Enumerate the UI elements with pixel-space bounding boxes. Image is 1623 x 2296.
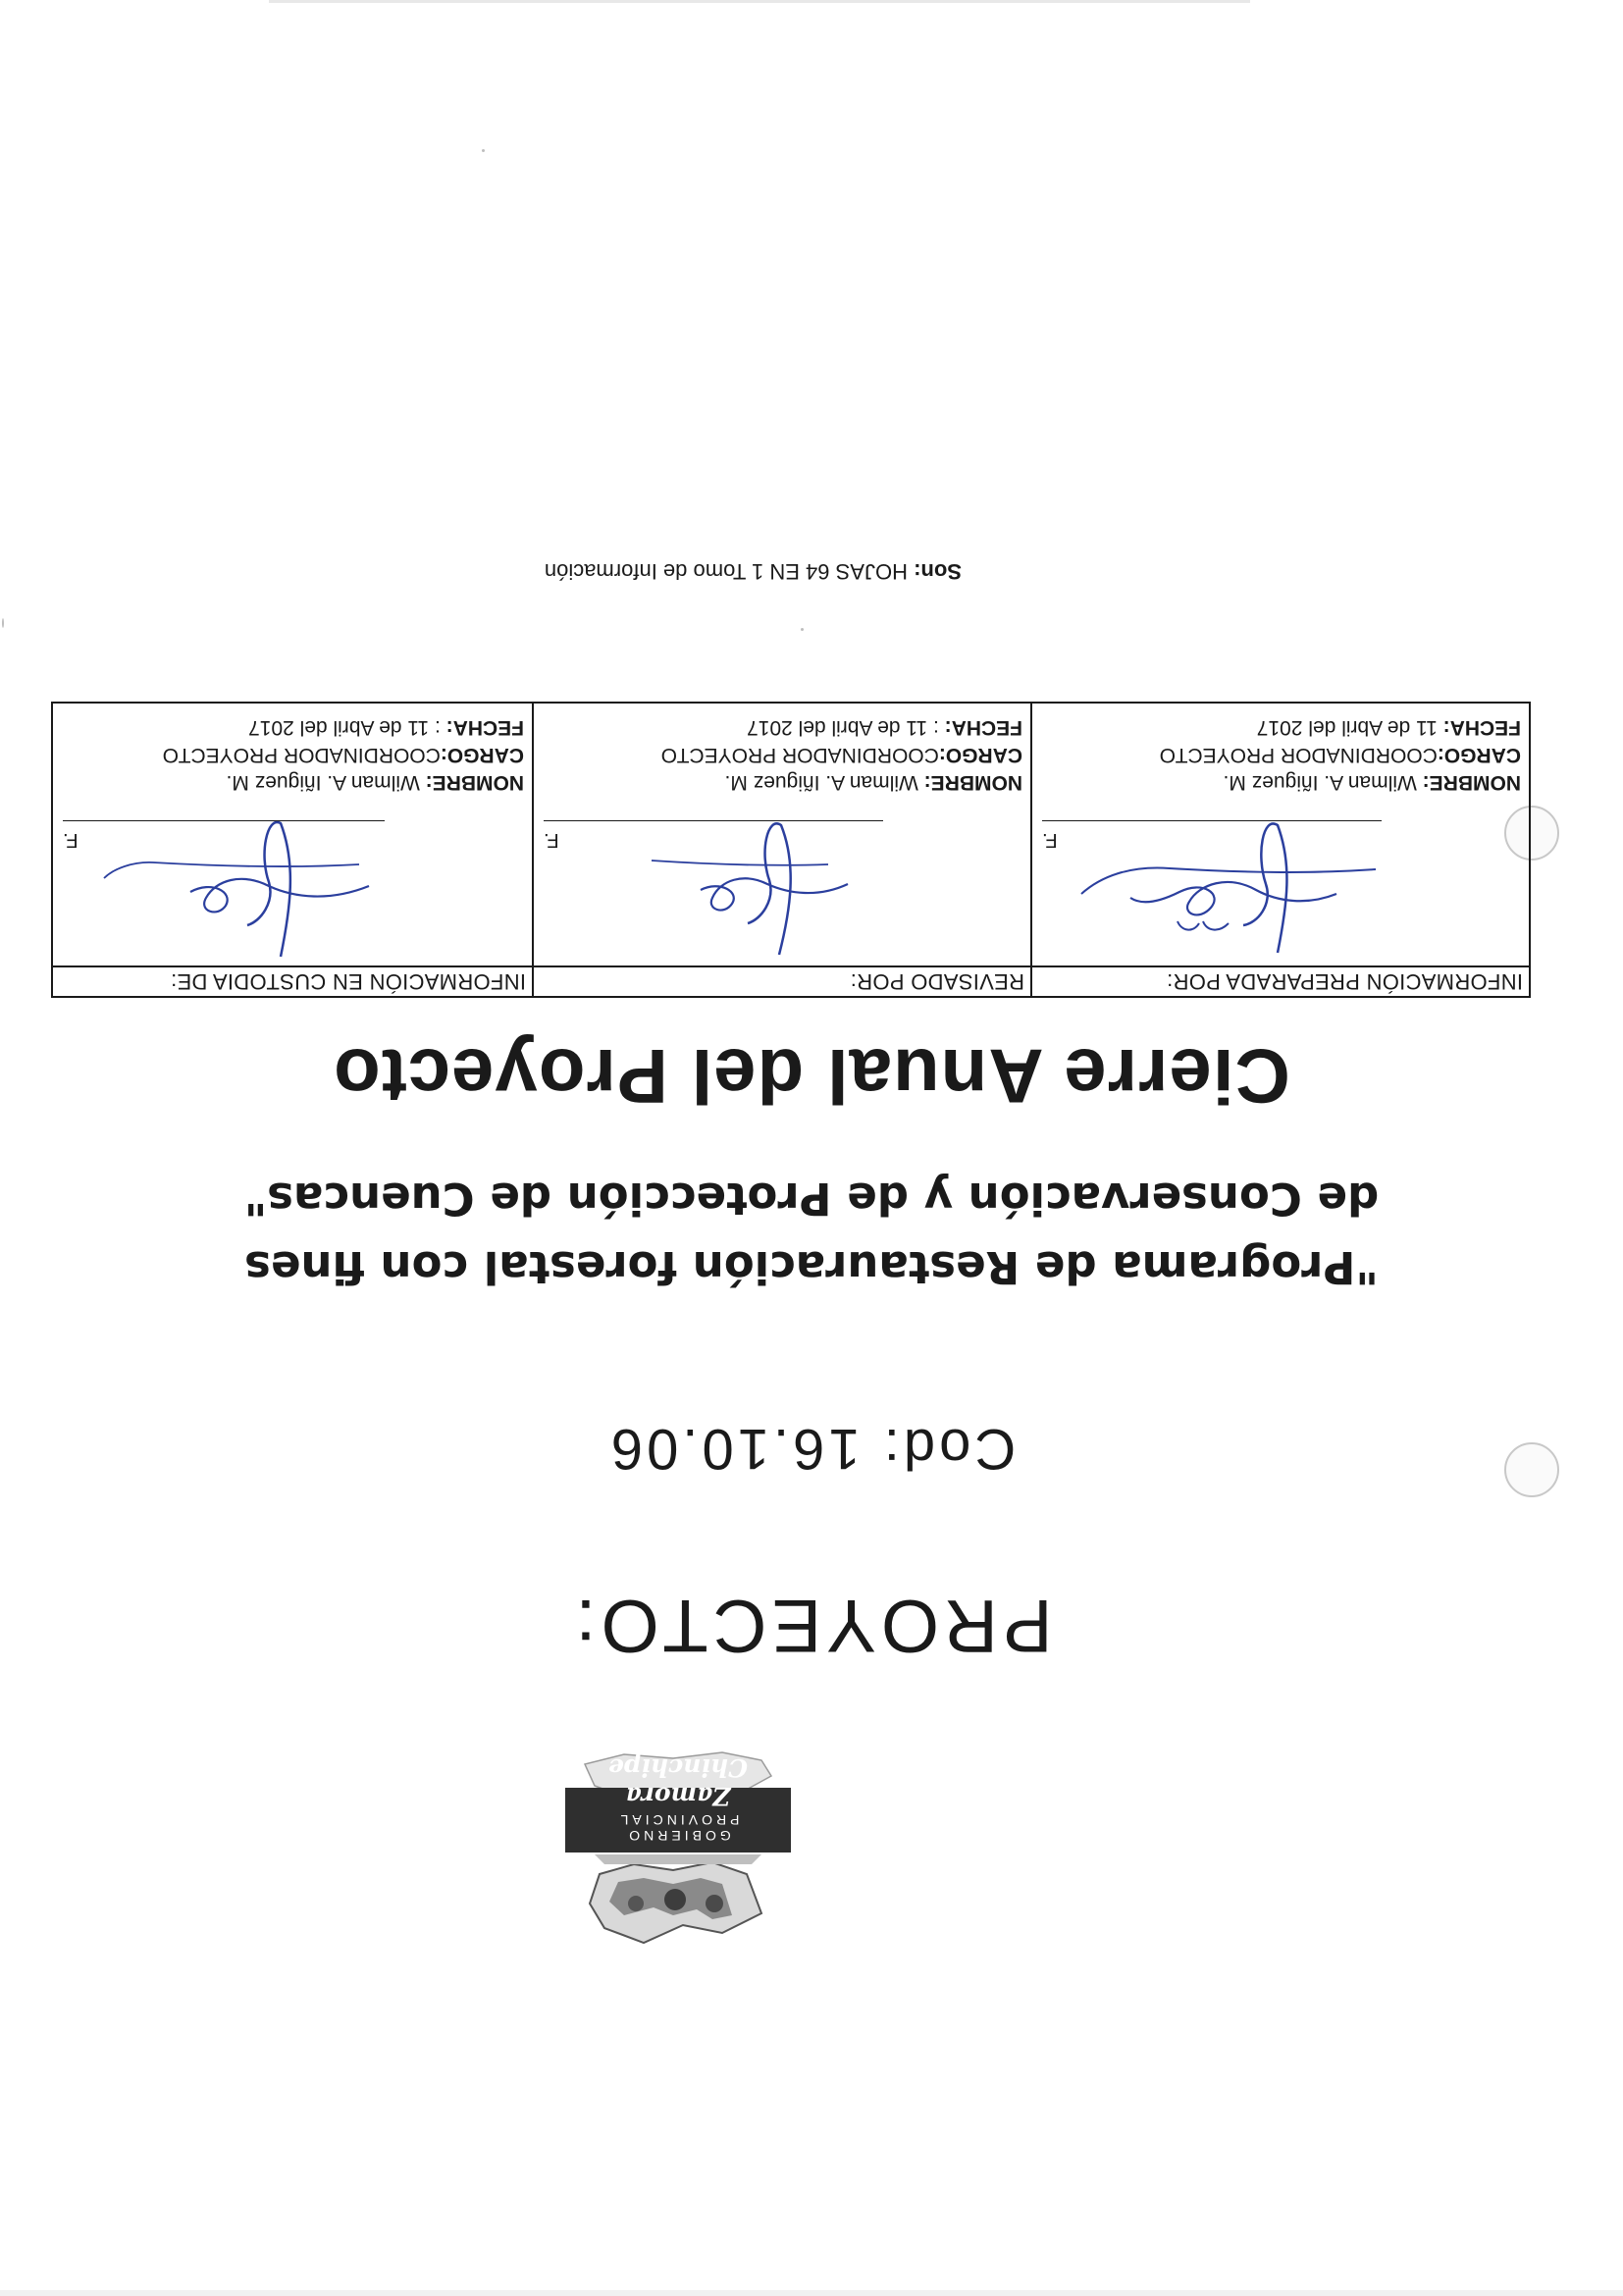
nombre-value: Wilman A. Iñiguez M. bbox=[724, 771, 918, 794]
signature-area bbox=[45, 806, 526, 963]
logo-line-1: GOBIERNO PROVINCIAL bbox=[616, 1812, 740, 1844]
scan-edge bbox=[0, 2290, 1623, 2296]
fecha-row bbox=[1257, 715, 1521, 739]
nombre-row bbox=[227, 770, 524, 794]
signature-f-label: F. bbox=[1042, 829, 1058, 851]
scan-edge bbox=[269, 0, 1250, 3]
fecha-row bbox=[747, 715, 1022, 739]
code-value: 16.10.06 bbox=[606, 1417, 861, 1481]
cargo-label: CARGO: bbox=[440, 744, 524, 766]
cargo-value: COORDINADOR PROYECTO bbox=[162, 744, 441, 766]
fecha-value: 11 de Abril del 2017 bbox=[1256, 716, 1438, 739]
fecha-label: FECHA: bbox=[944, 716, 1022, 739]
logo-band bbox=[565, 1753, 791, 1852]
signature-column-reviewed bbox=[534, 704, 1032, 996]
nombre-label: NOMBRE: bbox=[923, 771, 1022, 794]
fecha-label: FECHA: bbox=[445, 716, 524, 739]
report-title: Cierre Anual del Proyecto bbox=[333, 1033, 1290, 1120]
signature-f-label: F. bbox=[63, 829, 79, 851]
signature-area bbox=[1042, 806, 1523, 963]
program-title: "Programa de Restauración forestal con fines de Conservación y de Protección de Cuencas" bbox=[243, 1173, 1380, 1293]
fecha-value: : 11 de Abril del 2017 bbox=[747, 716, 939, 739]
nombre-value: Wilman A. Iñiguez M. bbox=[226, 771, 420, 794]
fecha-value: : 11 de Abril del 2017 bbox=[248, 716, 441, 739]
cargo-row bbox=[661, 743, 1022, 766]
cargo-value: COORDINADOR PROYECTO bbox=[660, 744, 939, 766]
scan-speck bbox=[801, 628, 804, 631]
nombre-value: Wilman A. Iñiguez M. bbox=[1223, 771, 1417, 794]
signature-column-custody bbox=[53, 704, 534, 996]
scan-speck bbox=[2, 618, 4, 628]
project-code bbox=[0, 1416, 1623, 1482]
handwritten-signature bbox=[1042, 806, 1523, 963]
signature-line bbox=[63, 820, 385, 821]
son-value: HOJAS 64 EN 1 Tomo de Información bbox=[544, 559, 908, 584]
column-heading: INFORMACIÓN EN CUSTODIA DE: bbox=[53, 965, 532, 996]
handwritten-signature bbox=[544, 806, 1024, 963]
cargo-value: COORDINADOR PROYECTO bbox=[1159, 744, 1438, 766]
nombre-label: NOMBRE: bbox=[1422, 771, 1521, 794]
nombre-label: NOMBRE: bbox=[425, 771, 524, 794]
signature-f-label: F. bbox=[544, 829, 559, 851]
signature-line bbox=[1042, 820, 1382, 821]
signature-line bbox=[544, 820, 883, 821]
column-heading: INFORMACIÓN PREPARADA POR: bbox=[1032, 965, 1529, 996]
signature-table bbox=[51, 702, 1531, 998]
fecha-row bbox=[248, 715, 524, 739]
handwritten-signature bbox=[45, 806, 526, 963]
cargo-label: CARGO: bbox=[1437, 744, 1521, 766]
sheet-count-line bbox=[545, 558, 962, 584]
code-label: Cod: bbox=[879, 1417, 1017, 1481]
nombre-row bbox=[1224, 770, 1521, 794]
column-heading: REVISADO POR: bbox=[534, 965, 1030, 996]
scan-speck bbox=[482, 149, 485, 152]
signature-area bbox=[544, 806, 1024, 963]
signature-column-prepared bbox=[1032, 704, 1529, 996]
logo-line-2: Zamora Chinchipe bbox=[607, 1753, 749, 1810]
cargo-row bbox=[1160, 743, 1521, 766]
project-label: PROYECTO: bbox=[570, 1584, 1053, 1667]
fecha-label: FECHA: bbox=[1442, 716, 1521, 739]
cargo-row bbox=[163, 743, 524, 766]
cargo-label: CARGO: bbox=[938, 744, 1022, 766]
nombre-row bbox=[725, 770, 1022, 794]
son-label: Son: bbox=[914, 559, 962, 584]
